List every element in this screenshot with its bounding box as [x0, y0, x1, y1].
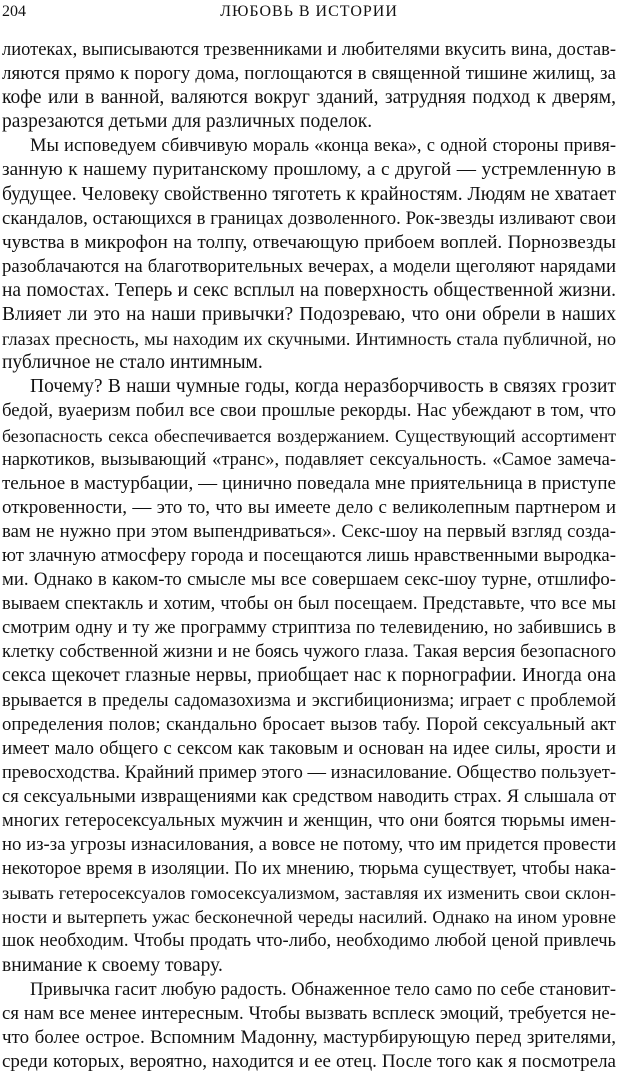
text-line: безопасность секса обеспечивается воздержанием. Существующий ассортимент — [2, 425, 616, 446]
text-line: глазах пресность, мы находим их скучными. Интимность стала публичной, но — [2, 329, 616, 350]
page-header — [2, 2, 616, 24]
text-line: ляются прямо к порогу дома, поглощаются в священной тишине жилищ, за — [2, 63, 616, 85]
text-line: среди которых, вероятно, находится и ее отец. После того как я посмотрела — [2, 1050, 616, 1072]
text-line: Влияет ли это на наши привычки? Подозреваю, что они обрели в наших — [2, 304, 616, 326]
text-line: будущее. Человеку свойственно тяготеть к крайностям. Людям не хватает — [2, 183, 616, 205]
text-line: что более острое. Вспомним Мадонну, мастурбирующую перед зрителями, — [2, 1026, 616, 1048]
text-line: внимание к своему товару. — [2, 954, 223, 976]
text-line: шок необходим. Чтобы продать что-либо, необходимо любой ценой привлечь — [2, 931, 616, 952]
text-line: многих гетеросексуальных мужчин и женщин, что они боятся тюрьмы имен- — [2, 811, 616, 831]
text-line: Мы исповедуем сбивчивую мораль «конца века», с одной стороны привя- — [30, 136, 616, 157]
text-line: но из-за угрозы изнасилования, а вовсе не потому, что им придется провести — [2, 834, 617, 856]
body-text — [2, 38, 616, 1074]
text-line: на помостах. Теперь и секс всплыл на поверхность общественной жизни. — [2, 279, 616, 301]
text-line: врывается в пределы садомазохизма и эксгибиционизма; играет с проблемой — [2, 690, 616, 711]
text-line: вываем спектакль и хотим, чтобы он был посещаем. Представьте, что все мы — [2, 594, 616, 615]
text-line: бедой, вуаеризм побил все свои прошлые рекорды. Нас убеждают в том, что — [2, 400, 616, 422]
text-line: лиотеках, выписываются трезвенниками и любителями вкусить вина, достав- — [2, 40, 616, 60]
text-line: некоторое время в изоляции. По их мнению, тюрьма существует, чтобы нака- — [2, 859, 616, 880]
text-line: ности и вытерпеть ужас бесконечной череды насилий. Однако на ином уровне — [2, 907, 616, 928]
text-line: клетку собственной жизни и не боясь чужого глаза. Такая версия безопасного — [2, 642, 616, 663]
text-line: разоблачаются на благотворительных вечерах, а модели щеголяют нарядами — [2, 255, 616, 277]
text-line: откровенности, — это то, что вы имеете дело с великолепным партнером и — [2, 496, 616, 518]
text-line: ся нам все менее интересным. Чтобы вызвать всплеск эмоций, требуется не- — [2, 1002, 616, 1024]
text-line: вам не нужно при этом выпендриваться». Секс-шоу на первый взгляд созда- — [2, 520, 616, 542]
text-line: имеет мало общего с сексом как таковым и основан на идее силы, ярости и — [2, 737, 616, 759]
text-line: ся сексуальными извращениями как средством наводить страх. Я слышала от — [2, 786, 616, 807]
text-line: ют злачную атмосферу города и посещаются лишь нравственными выродка- — [2, 544, 616, 566]
text-line: Почему? В наши чумные годы, когда неразборчивость в связях грозит — [30, 376, 616, 398]
text-line: определения полов; скандально бросает вызов табу. Порой сексуальный акт — [2, 713, 616, 735]
text-line: кофе или в ванной, валяются вокруг зданий, затрудняя подход к дверям, — [2, 87, 616, 109]
text-line: ми. Однако в каком-то смысле мы все совершаем секс-шоу турне, отшлифо- — [2, 569, 616, 591]
text-line: превосходства. Крайний пример этого — изнасилование. Общество пользует- — [2, 762, 616, 783]
text-line: тельное в мастурбации, — цинично поведала мне приятельница в приступе — [2, 472, 616, 494]
text-line: наркотиков, вызывающий «транс», подавляет сексуальность. «Самое замеча- — [2, 449, 616, 470]
text-line: секса щекочет глазные нервы, приобщает нас к порнографии. Иногда она — [2, 665, 616, 687]
page-number: 204 — [2, 3, 26, 20]
text-line: разрезаются детьми для различных поделок. — [2, 111, 373, 133]
text-line: смотрим одну и ту же программу стриптиза по телевидению, но забившись в — [2, 618, 616, 639]
text-line: скандалов, остающихся в границах дозволенного. Рок-звезды изливают свои — [2, 207, 616, 229]
text-line: зывать гетеросексуалов гомосексуализмом, заставляя их изменить свои склон- — [2, 883, 616, 904]
running-title: ЛЮБОВЬ В ИСТОРИИ — [220, 3, 398, 20]
text-line: публичное не стало интимным. — [2, 352, 263, 374]
text-line: занную к нашему пуританскому прошлому, а с другой — устремленную в — [2, 159, 616, 181]
text-line: Привычка гасит любую радость. Обнаженное тело само по себе становит- — [30, 979, 616, 1000]
text-line: чувства в микрофон на толпу, отвечающую прибоем воплей. Порнозвезды — [2, 231, 616, 253]
